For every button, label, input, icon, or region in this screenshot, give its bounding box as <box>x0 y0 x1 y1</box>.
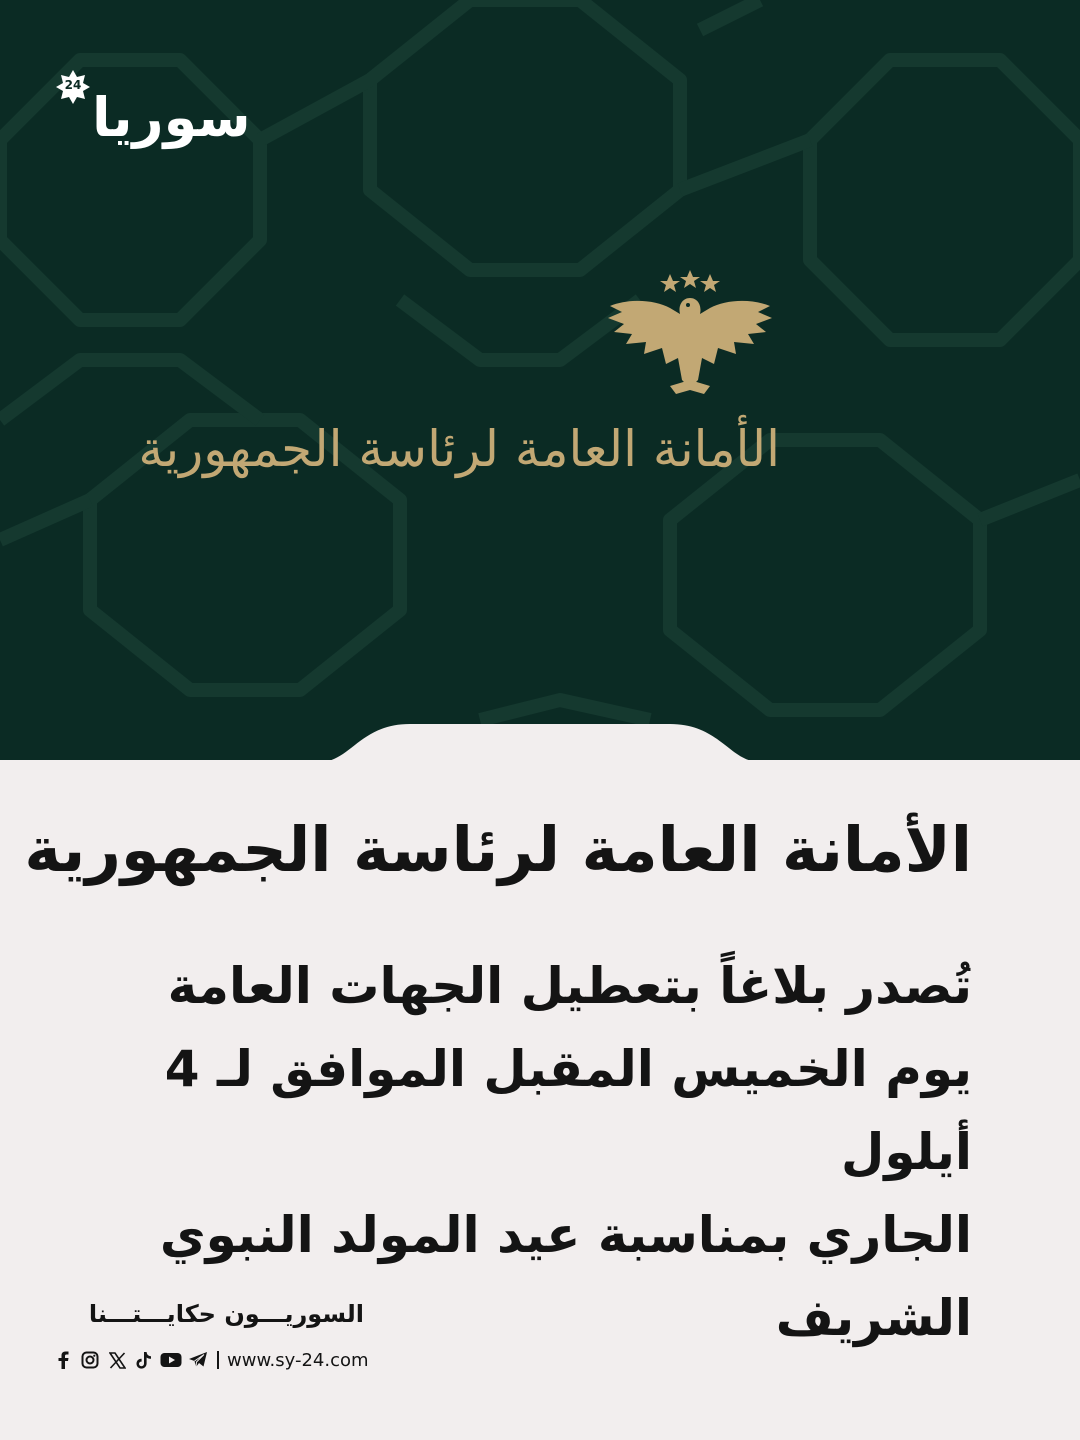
brand-logo <box>52 68 282 168</box>
youtube-icon[interactable] <box>160 1350 182 1370</box>
eagle-emblem-icon <box>600 268 780 403</box>
footer <box>52 1300 372 1380</box>
instagram-icon[interactable] <box>79 1350 101 1370</box>
footer-divider <box>217 1351 219 1369</box>
footer-slogan: السوريـــون حكايـــتـــنا <box>88 1300 364 1328</box>
body-line: الشريف <box>775 1289 972 1347</box>
brand-name: سوريا <box>92 86 251 149</box>
headline-title: الأمانة العامة لرئاسة الجمهورية <box>24 813 972 886</box>
body-line: تُصدر بلاغاً بتعطيل الجهات العامة <box>167 957 972 1015</box>
social-bar <box>52 1348 369 1372</box>
body-line: الجاري بمناسبة عيد المولد النبوي <box>159 1206 972 1264</box>
brand-badge-number: 24 <box>64 78 82 92</box>
x-icon[interactable] <box>106 1350 128 1370</box>
body-line: يوم الخميس المقبل الموافق لـ 4 أيلول <box>164 1040 972 1181</box>
telegram-icon[interactable] <box>187 1350 209 1370</box>
emblem-calligraphy: الأمانة العامة لرئاسة الجمهورية <box>138 420 780 478</box>
panel-tab <box>320 720 760 760</box>
facebook-icon[interactable] <box>52 1350 74 1370</box>
announcement-body <box>112 945 972 1360</box>
website-link[interactable]: www.sy-24.com <box>227 1349 369 1371</box>
tiktok-icon[interactable] <box>133 1350 155 1370</box>
